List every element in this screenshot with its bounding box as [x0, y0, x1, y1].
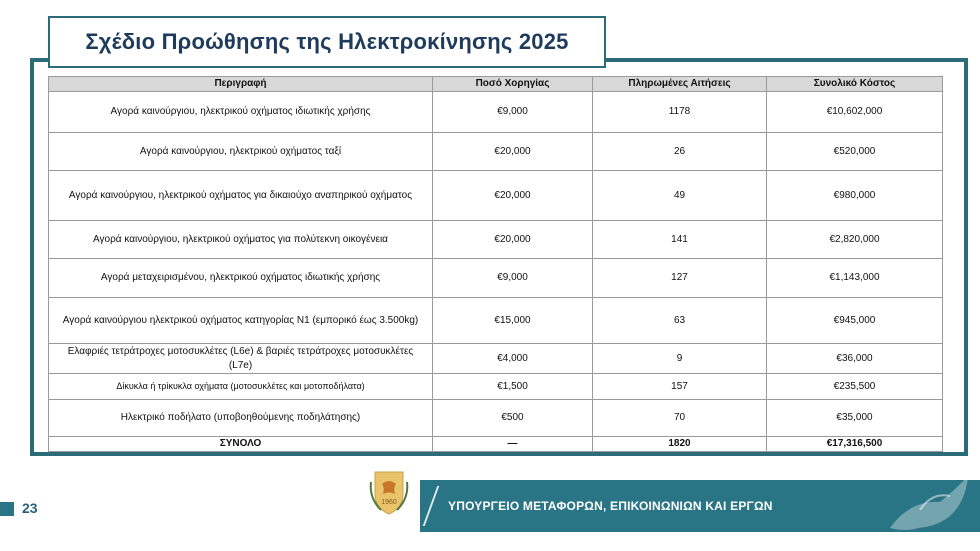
table-header-row: [49, 77, 943, 92]
row-paid: 9: [593, 344, 767, 374]
row-paid: 1178: [593, 92, 767, 133]
table-row: [49, 344, 943, 374]
row-paid: 157: [593, 374, 767, 400]
title-box: [48, 16, 606, 68]
page-number: 23: [22, 500, 38, 516]
row-description: Αγορά καινούργιου, ηλεκτρικού οχήματος για πολύτεκνη οικογένεια: [49, 221, 433, 259]
table-row: [49, 221, 943, 259]
header-paid: Πληρωμένες Αιτήσεις: [593, 77, 767, 92]
row-description: Ηλεκτρικό ποδήλατο (υποβοηθούμενης ποδηλάτησης): [49, 400, 433, 437]
row-paid: 26: [593, 133, 767, 171]
total-cost: €17,316,500: [767, 437, 943, 452]
row-grant: €20,000: [433, 171, 593, 221]
page-tab-marker: [0, 502, 14, 516]
row-cost: €980,000: [767, 171, 943, 221]
table-row: [49, 259, 943, 298]
footer-divider: [423, 486, 440, 526]
total-row: [49, 437, 943, 452]
table-row: [49, 133, 943, 171]
row-description: Δίκυκλα ή τρίκυκλα οχήματα (μοτοσυκλέτες και μοτοποδήλατα): [49, 374, 433, 400]
row-cost: €235,500: [767, 374, 943, 400]
row-cost: €36,000: [767, 344, 943, 374]
ministry-name: ΥΠΟΥΡΓΕΙΟ ΜΕΤΑΦΟΡΩΝ, ΕΠΙΚΟΙΝΩΝΙΩΝ ΚΑΙ ΕΡΓΩΝ: [448, 499, 773, 513]
row-description: Αγορά καινούργιου, ηλεκτρικού οχήματος ταξί: [49, 133, 433, 171]
row-grant: €15,000: [433, 298, 593, 344]
row-cost: €945,000: [767, 298, 943, 344]
header-description: Περιγραφή: [49, 77, 433, 92]
cyprus-emblem-icon: [365, 464, 413, 520]
row-cost: €10,602,000: [767, 92, 943, 133]
dove-icon: [870, 470, 980, 540]
header-grant: Ποσό Χορηγίας: [433, 77, 593, 92]
row-grant: €20,000: [433, 133, 593, 171]
row-cost: €1,143,000: [767, 259, 943, 298]
row-paid: 127: [593, 259, 767, 298]
row-grant: €9,000: [433, 259, 593, 298]
row-cost: €2,820,000: [767, 221, 943, 259]
row-description: Αγορά καινούργιου ηλεκτρικού οχήματος κατηγορίας Ν1 (εμπορικό έως 3.500kg): [49, 298, 433, 344]
row-cost: €520,000: [767, 133, 943, 171]
total-label: ΣΥΝΟΛΟ: [49, 437, 433, 452]
svg-text:1960: 1960: [381, 499, 397, 506]
header-cost: Συνολικό Κόστος: [767, 77, 943, 92]
row-description: Αγορά μεταχειρισμένου, ηλεκτρικού οχήματος ιδιωτικής χρήσης: [49, 259, 433, 298]
row-description: Αγορά καινούργιου, ηλεκτρικού οχήματος για δικαιούχο αναπηρικού οχήματος: [49, 171, 433, 221]
row-grant: €1,500: [433, 374, 593, 400]
row-paid: 49: [593, 171, 767, 221]
table-row: [49, 92, 943, 133]
row-paid: 141: [593, 221, 767, 259]
row-cost: €35,000: [767, 400, 943, 437]
row-description: Αγορά καινούργιου, ηλεκτρικού οχήματος ιδιωτικής χρήσης: [49, 92, 433, 133]
data-table: [48, 76, 943, 452]
table-row: [49, 400, 943, 437]
table-row: [49, 298, 943, 344]
row-paid: 70: [593, 400, 767, 437]
row-paid: 63: [593, 298, 767, 344]
table-row: [49, 374, 943, 400]
page-title: Σχέδιο Προώθησης της Ηλεκτροκίνησης 2025: [85, 29, 569, 54]
row-grant: €9,000: [433, 92, 593, 133]
row-description: Ελαφριές τετράτροχες μοτοσυκλέτες (L6e) & βαριές τετράτροχες μοτοσυκλέτες (L7e): [49, 344, 433, 374]
total-grant: —: [433, 437, 593, 452]
row-grant: €500: [433, 400, 593, 437]
row-grant: €20,000: [433, 221, 593, 259]
row-grant: €4,000: [433, 344, 593, 374]
table-row: [49, 171, 943, 221]
total-paid: 1820: [593, 437, 767, 452]
